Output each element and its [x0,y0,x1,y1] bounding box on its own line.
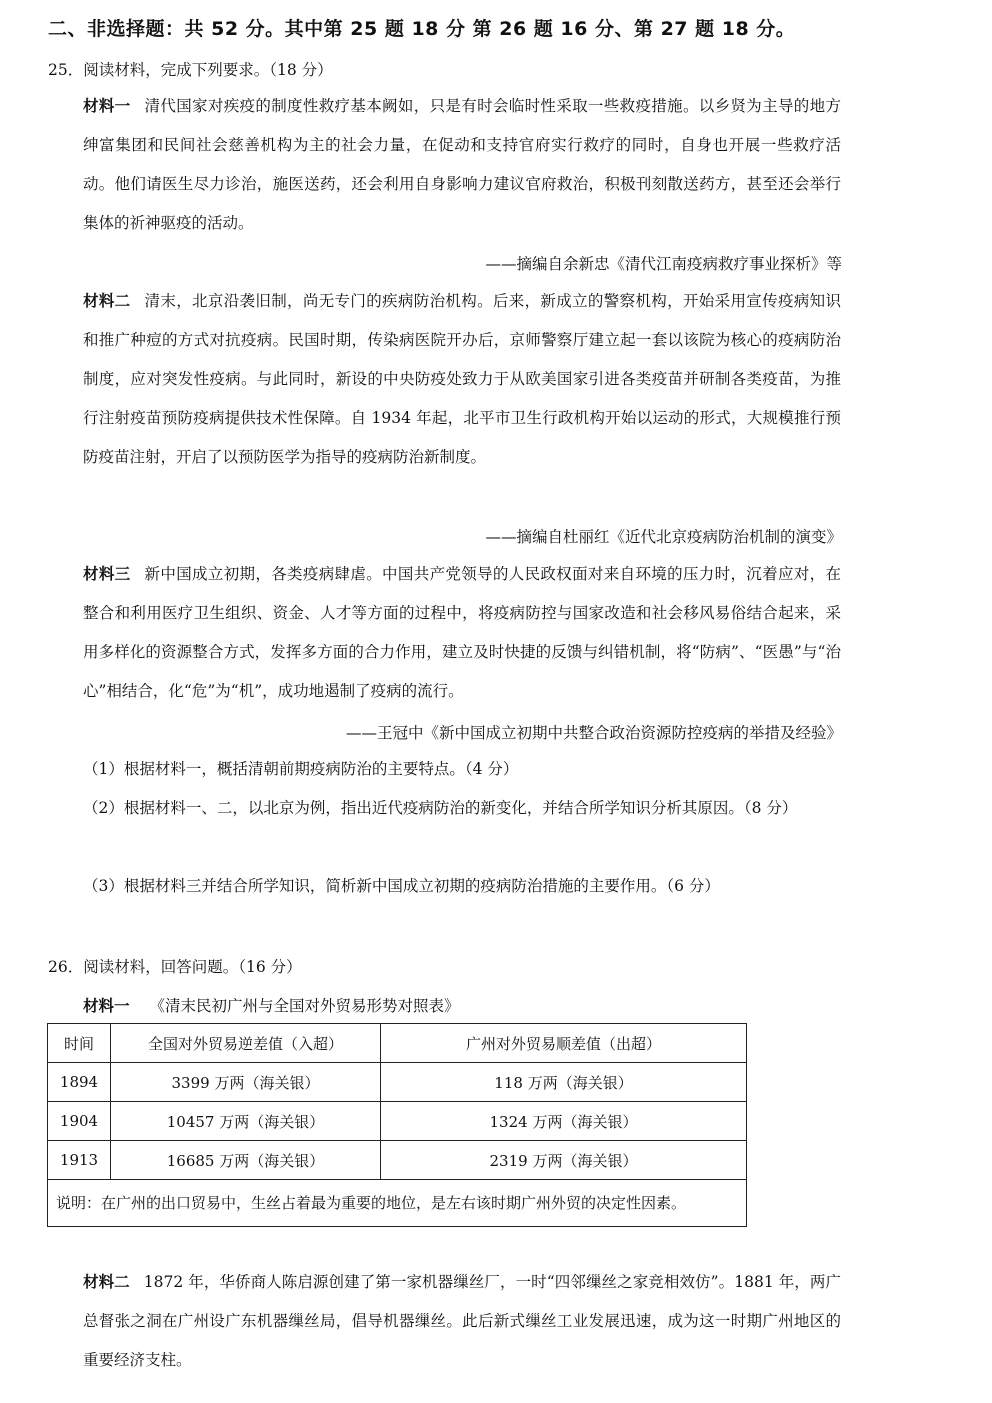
table-title: 《清末民初广州与全国对外贸易形势对照表》 [149,997,460,1015]
q25-heading: 25．阅读材料，完成下列要求。（18 分） [48,61,333,79]
table-row [48,1141,747,1180]
material-label: 材料二 [83,292,131,310]
table-cell: 1913 [48,1141,111,1180]
section-title: 二、非选择题：共 52 分。其中第 25 题 18 分 第 26 题 16 分、第 27 题 18 分。 [48,18,796,40]
trade-table [47,1023,747,1227]
table-row [48,1063,747,1102]
q25-material-1 [83,87,841,243]
material-text: 清末，北京沿袭旧制，尚无专门的疾病防治机构。后来，新成立的警察机构，开始采用宣传疫病知识和推广种痘的方式对抗疫病。民国时期，传染病医院开办后，京师警察厅建立起一套以该院为核心的疫病防治制度，应对突发性疫病。与此同时，新设的中央防疫处致力于从欧美国家引进各类疫苗并研制各类疫苗，为推行注射疫苗预防疫病提供技术性保障。自 1934 年起，北平市卫生行政机构开始以运动的形式，大规模推行预防疫苗注射，开启了以预防医学为指导的疫病防治新制度。 [83,292,841,466]
table-header-row [48,1024,747,1063]
table-cell: 1894 [48,1063,111,1102]
material-text: 1872 年，华侨商人陈启源创建了第一家机器缫丝厂，一时“四邻缫丝之家竞相效仿”。1881 年，两广总督张之洞在广州设广东机器缫丝局，倡导机器缫丝。此后新式缫丝工业发展迅速，成为这一时期广州地区的重要经济支柱。 [83,1273,841,1369]
q25-subquestion-1: （1）根据材料一，概括清朝前期疫病防治的主要特点。（4 分） [83,760,519,778]
table-header-cell: 广州对外贸易顺差值（出超） [381,1024,747,1063]
table-cell: 1904 [48,1102,111,1141]
q26-material-1-caption [83,994,460,1016]
q25-material-1-source: ——摘编自余新忠《清代江南疫病救疗事业探析》等 [485,255,842,273]
table-cell: 3399 万两（海关银） [111,1063,381,1102]
material-label: 材料二 [83,1273,130,1291]
q25-subquestion-2: （2）根据材料一、二，以北京为例，指出近代疫病防治的新变化，并结合所学知识分析其原因。（8 分） [83,799,798,817]
q26-heading: 26．阅读材料，回答问题。（16 分） [48,958,302,976]
table-cell: 1324 万两（海关银） [381,1102,747,1141]
material-label: 材料一 [83,97,131,115]
table-cell: 2319 万两（海关银） [381,1141,747,1180]
q26-material-2 [83,1263,841,1380]
table-cell: 10457 万两（海关银） [111,1102,381,1141]
table-row [48,1102,747,1141]
table-cell: 16685 万两（海关银） [111,1141,381,1180]
material-label: 材料三 [83,565,131,583]
q25-subquestion-3: （3）根据材料三并结合所学知识，简析新中国成立初期的疫病防治措施的主要作用。（6 分） [83,877,720,895]
table-cell: 118 万两（海关银） [381,1063,747,1102]
material-label: 材料一 [83,997,130,1015]
table-note: 说明：在广州的出口贸易中，生丝占着最为重要的地位，是左右该时期广州外贸的决定性因素。 [48,1180,747,1227]
table-header-cell: 全国对外贸易逆差值（入超） [111,1024,381,1063]
material-text: 新中国成立初期，各类疫病肆虐。中国共产党领导的人民政权面对来自环境的压力时，沉着应对，在整合和利用医疗卫生组织、资金、人才等方面的过程中，将疫病防控与国家改造和社会移风易俗结合起来，采用多样化的资源整合方式，发挥多方面的合力作用，建立及时快捷的反馈与纠错机制，将“防病”、“医愚”与“治心”相结合，化“危”为“机”，成功地遏制了疫病的流行。 [83,565,841,700]
table-note-row [48,1180,747,1227]
q25-material-2 [83,282,841,477]
q25-material-3-source: ——王冠中《新中国成立初期中共整合政治资源防控疫病的举措及经验》 [345,724,842,742]
material-text: 清代国家对疾疫的制度性救疗基本阙如，只是有时会临时性采取一些救疫措施。以乡贤为主导的地方绅富集团和民间社会慈善机构为主的社会力量，在促动和支持官府实行救疗的同时，自身也开展一些救疗活动。他们请医生尽力诊治，施医送药，还会利用自身影响力建议官府救治，积极刊刻散送药方，甚至还会举行集体的祈神驱疫的活动。 [83,97,841,232]
table-header-cell: 时间 [48,1024,111,1063]
q25-material-2-source: ——摘编自杜丽红《近代北京疫病防治机制的演变》 [485,528,842,546]
q25-material-3 [83,555,841,711]
